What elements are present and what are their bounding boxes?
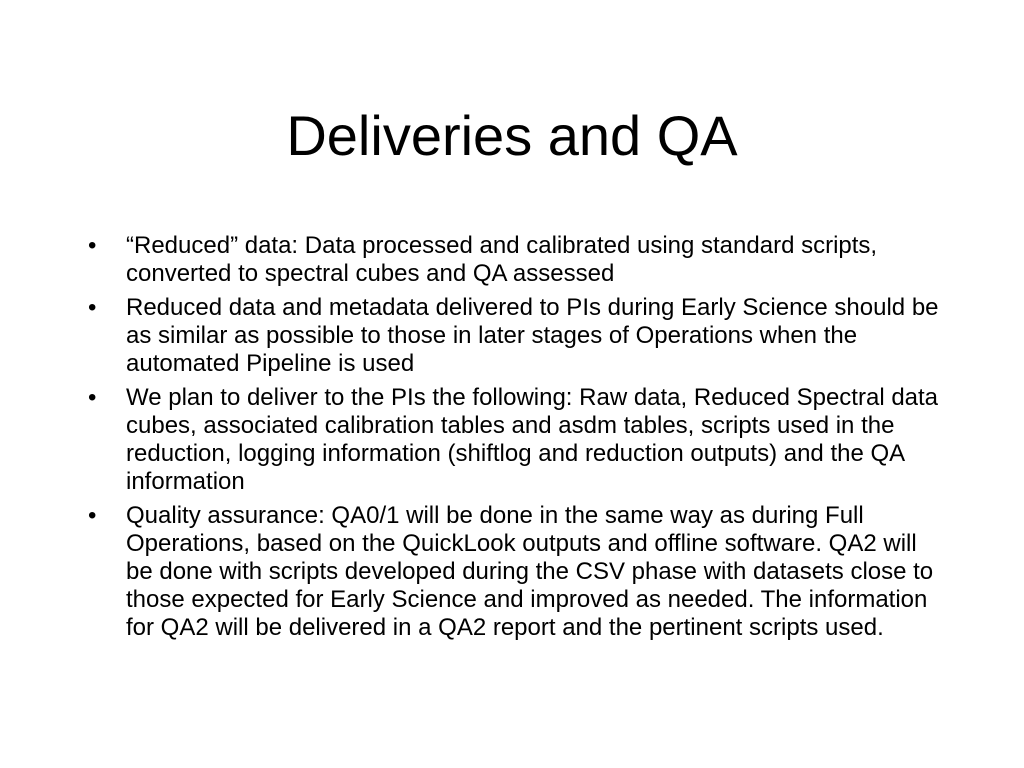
- bullet-dot-icon: •: [88, 384, 97, 411]
- bullet-item: [80, 502, 950, 642]
- bullet-text: We plan to deliver to the PIs the following: Raw data, Reduced Spectral data cubes, associated calibration tables and asdm tables, scripts used in the reduction, logging information (shiftlog and reduction outputs) and the QA information: [126, 384, 939, 495]
- bullet-item: [80, 232, 950, 288]
- bullet-text: “Reduced” data: Data processed and calibrated using standard scripts, converted to spectral cubes and QA assessed: [126, 232, 878, 287]
- bullet-list: [80, 232, 950, 648]
- bullet-item: [80, 294, 950, 378]
- bullet-dot-icon: •: [88, 294, 97, 321]
- bullet-item: [80, 384, 950, 496]
- bullet-dot-icon: •: [88, 502, 97, 529]
- bullet-text: Reduced data and metadata delivered to PIs during Early Science should be as similar as possible to those in later stages of Operations when the automated Pipeline is used: [126, 294, 939, 377]
- bullet-text: Quality assurance: QA0/1 will be done in the same way as during Full Operations, based on the QuickLook outputs and offline software. QA2 will be done with scripts developed during the CSV phase with datasets close to those expected for Early Science and improved as needed. The information for QA2 will be delivered in a QA2 report and the pertinent scripts used.: [126, 502, 934, 641]
- slide-title: Deliveries and QA: [286, 104, 738, 167]
- bullet-dot-icon: •: [88, 232, 97, 259]
